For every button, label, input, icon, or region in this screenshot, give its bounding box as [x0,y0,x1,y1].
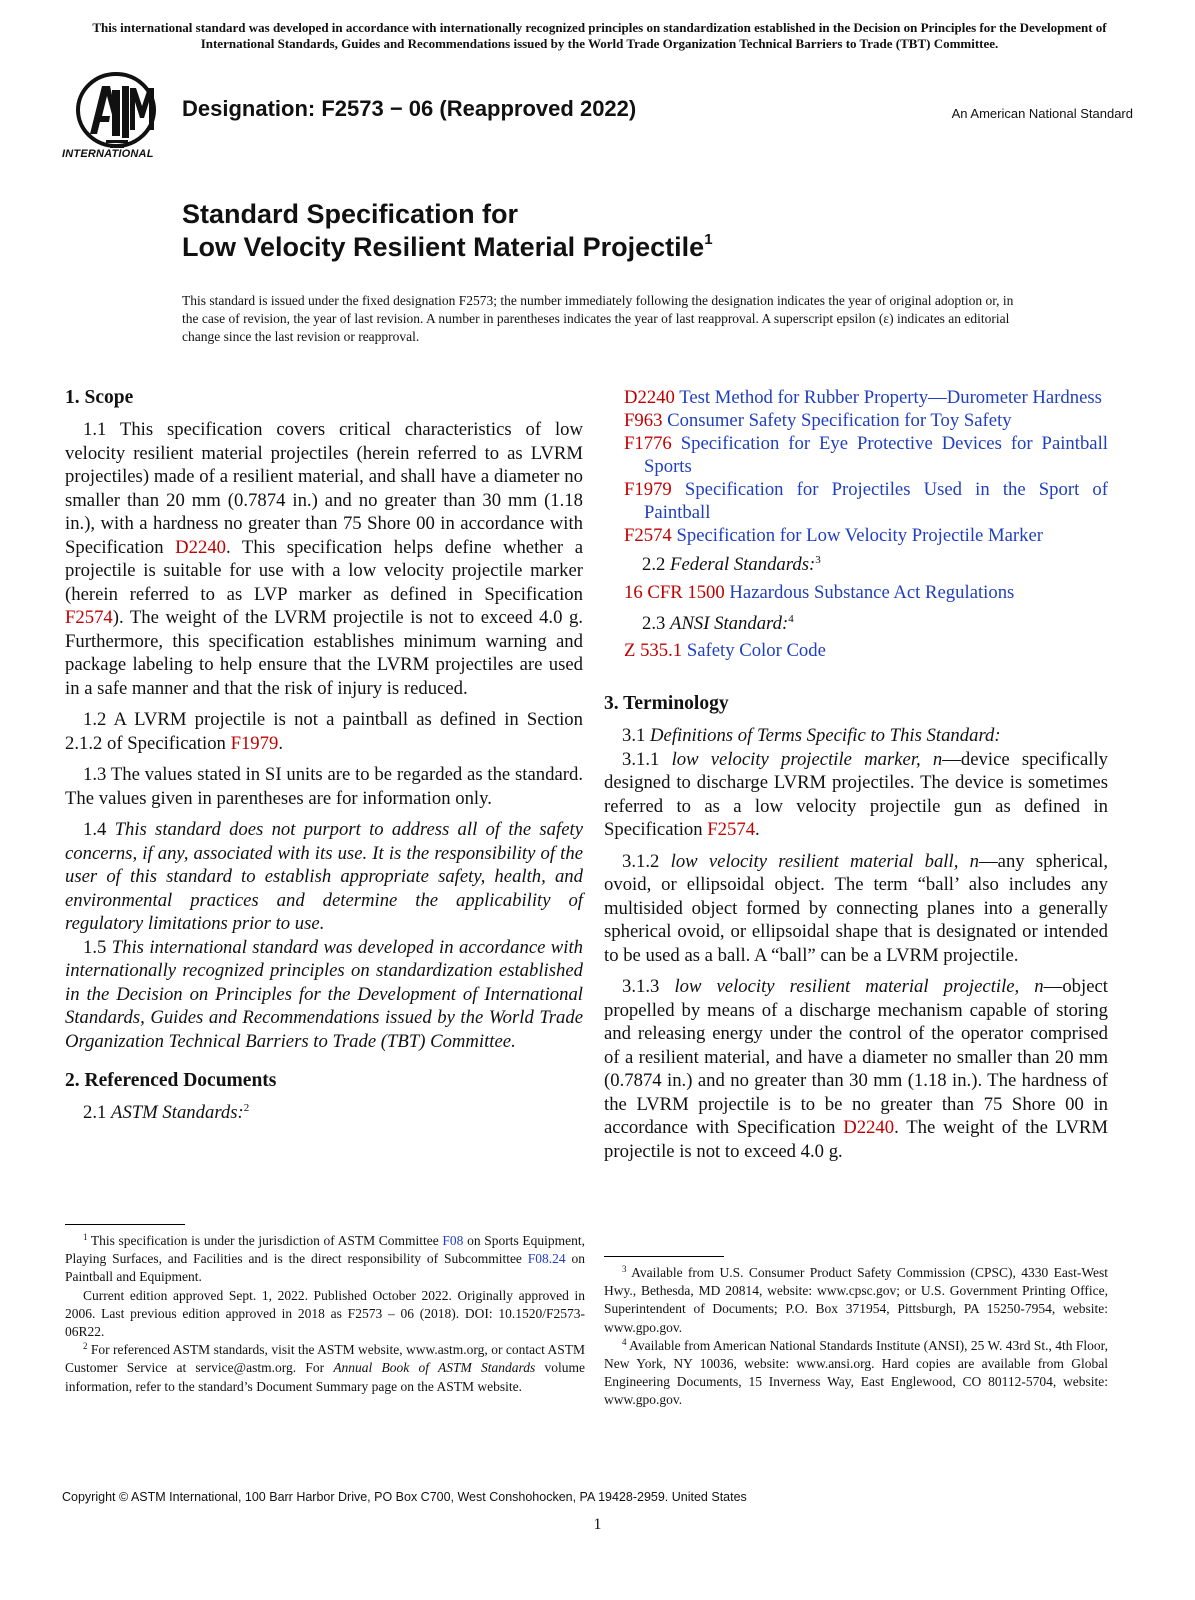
ref-link-f1979[interactable]: F1979 [230,732,279,754]
footnote-4: $^4$ Available from American National Standards Institute (ANSI), 25 W. 43rd St., 4th Floor, New York, NY 10036, website: www.ansi.org. Hard copies are available from Global Engineering Documents, 15 Inverness Way, East Englewood, CO 80112-5704, website: www.gpo.gov. [604,1336,1108,1408]
astm-ref-item[interactable]: D2240 Test Method for Rubber Property—Durometer Hardness [624,387,1102,408]
footnote-1-edition: Current edition approved Sept. 1, 2022. Published October 2022. Originally approved in 2006. Last previous edition approved in 2018 as F2573 – 06 (2018). DOI: 10.1520/F2573-06R22. [65,1287,585,1340]
right-column [624,386,1108,676]
paragraph-2-3: 2.3 ANSI Standard:$^4$ [642,612,794,634]
paragraph-1-5: 1.5 This international standard was developed in accordance with internationally recognized principles on standardization established in the Decision on Principles for the Development of International Standards, Guides and Recommendations issued by the World Trade Organization Technical Barriers to Trade (TBT) Committee. [65,936,583,1052]
ref-link-f2574[interactable]: F2574 [707,819,756,840]
footnotes-right [604,1264,1108,1410]
logo-wordmark: INTERNATIONAL [62,148,154,160]
committee-link-f08[interactable]: F08 [442,1233,464,1248]
footnote-divider [65,1224,185,1225]
astm-ref-item[interactable]: F1979 Specification for Projectiles Used in the Sport of Paintball [624,479,1108,523]
astm-ref-item[interactable]: F2574 Specification for Low Velocity Projectile Marker [624,525,1043,546]
ref-link-f2574[interactable]: F2574 [65,607,113,628]
top-notice: This international standard was developed in accordance with internationally recognized principles on standardization established in the Decision on Principles for the Development of International Standards, Guides and Recommendations issued by the World Trade Organization Technical Barriers to Trade (TBT) Committee. [92,20,1107,51]
page-number: 1 [593,1516,602,1533]
footnotes-left [65,1232,585,1396]
national-standard-label: An American National Standard [951,106,1133,121]
title-line-2: Low Velocity Resilient Material Projectile$^1$ [182,231,713,262]
ref-link-d2240[interactable]: D2240 [843,1117,895,1138]
footnote-3: $^3$ Available from U.S. Consumer Product Safety Commission (CPSC), 4330 East-West Hwy., Bethesda, MD 20814, website: www.cpsc.gov; or U.S. Government Printing Office, Superintendent of Documents; P.O. Box 371954, Pittsburgh, PA 15250-7954, website: www.gpo.gov. [604,1264,1108,1335]
paragraph-1-1: 1.1 This specification covers critical characteristics of low velocity resilient material projectiles (herein referred to as LVRM projectiles) made of a resilient material, and shall have a diameter no smaller than 20 mm (0.7874 in.) and no greater than 30 mm (1.18 in.), with a hardness no greater than 75 Shore 00 in accordance with Specification D2240. This specification helps define whether a projectile is suitable for use with a low velocity projectile marker (herein referred to as LVP marker as defined in Specification F2574). The weight of the LVRM projectile is not to exceed 4.0 g. Furthermore, this specification establishes minimum warning and package labeling to help ensure that the LVRM projectiles are used in a safe manner and that the risk of injury is reduced. [65,419,584,699]
ref-link-d2240[interactable]: D2240 [175,536,227,558]
title-line-1: Standard Specification for [182,199,519,229]
copyright-notice: Copyright © ASTM International, 100 Barr Harbor Drive, PO Box C700, West Conshohocken, PA 19428-2959. United States [62,1490,747,1504]
federal-ref-item[interactable]: 16 CFR 1500 Hazardous Substance Act Regulations [624,581,1015,603]
paragraph-3-1-1: 3.1.1 low velocity projectile marker, n—device specifically designed to discharge LVRM projectiles. The device is sometimes referred to as a low velocity projectile gun as defined in Specification F2574. [604,748,1108,840]
section-heading-terminology: 3. Terminology [604,693,729,714]
terminology-section [604,692,1108,1171]
ansi-ref-item[interactable]: Z 535.1 Safety Color Code [624,640,826,661]
paragraph-1-3: 1.3 The values stated in SI units are to be regarded as the standard. The values given in parentheses are for information only. [65,764,583,809]
subcommittee-link-f08-24[interactable]: F08.24 [527,1251,566,1267]
designation: Designation: F2573 − 06 (Reapproved 2022) [182,96,637,121]
footnote-1: $^1$ This specification is under the jurisdiction of ASTM Committee F08 on Sports Equipment, Playing Surfaces, and Facilities and is the direct responsibility of Subcommittee F08.24 on Paintball and Equipment. [65,1232,585,1285]
paragraph-1-4: 1.4 This standard does not purport to address all of the safety concerns, if any, associated with its use. It is the responsibility of the user of this standard to establish appropriate safety, health, and environmental practices and determine the applicability of regulatory limitations prior to use. [65,819,583,934]
astm-logo [62,72,170,168]
footnote-divider [604,1256,724,1257]
footnote-2: $^2$ For referenced ASTM standards, visit the ASTM website, www.astm.org, or contact ASTM Customer Service at service@astm.org. For Annual Book of ASTM Standards volume information, refer to the standard’s Document Summary page on the ASTM website. [65,1341,585,1394]
section-heading-scope: 1. Scope [65,387,134,408]
title-footnote-mark: 1 [704,231,713,248]
issue-note: This standard is issued under the fixed designation F2573; the number immediately following the designation indicates the year of original adoption or, in the case of revision, the year of last revision. A number in parentheses indicates the year of last reapproval. A superscript epsilon (ε) indicates an editorial change since the last revision or reapproval. [182,293,1014,344]
astm-ref-item[interactable]: F963 Consumer Safety Specification for Toy Safety [624,410,1012,431]
left-column [65,386,583,1133]
paragraph-3-1: 3.1 Definitions of Terms Specific to This Standard: [622,725,1001,746]
paragraph-1-2: 1.2 A LVRM projectile is not a paintball as defined in Section 2.1.2 of Specification F1979. [65,709,583,754]
paragraph-2-1: 2.1 ASTM Standards:$^2$ [83,1102,250,1123]
paragraph-3-1-3: 3.1.3 low velocity resilient material projectile, n—object propelled by means of a discharge mechanism capable of storing and releasing energy under the control of the operator comprised of a resilient material, and have a diameter no smaller than 20 mm (0.7874 in.) and no greater than 30 mm (1.18 in.). The hardness of the LVRM projectile is to be no greater than 75 Shore 00 in accordance with Specification D2240. The weight of the LVRM projectile is not to exceed 4.0 g. [604,976,1109,1162]
paragraph-3-1-2: 3.1.2 low velocity resilient material ball, n—any spherical, ovoid, or ellipsoidal object. The term “ball’ also includes any multisided object formed by connecting planes into a generally spherical ovoid, or ellipsoidal shape that is designated or intended to be used as a ball. A “ball” can be a LVRM projectile. [604,850,1109,966]
page-title [182,198,713,264]
astm-ref-item[interactable]: F1776 Specification for Eye Protective Devices for Paintball Sports [624,433,1108,477]
paragraph-2-2: 2.2 Federal Standards:$^3$ [642,554,821,575]
section-heading-referenced-documents: 2. Referenced Documents [65,1070,277,1091]
